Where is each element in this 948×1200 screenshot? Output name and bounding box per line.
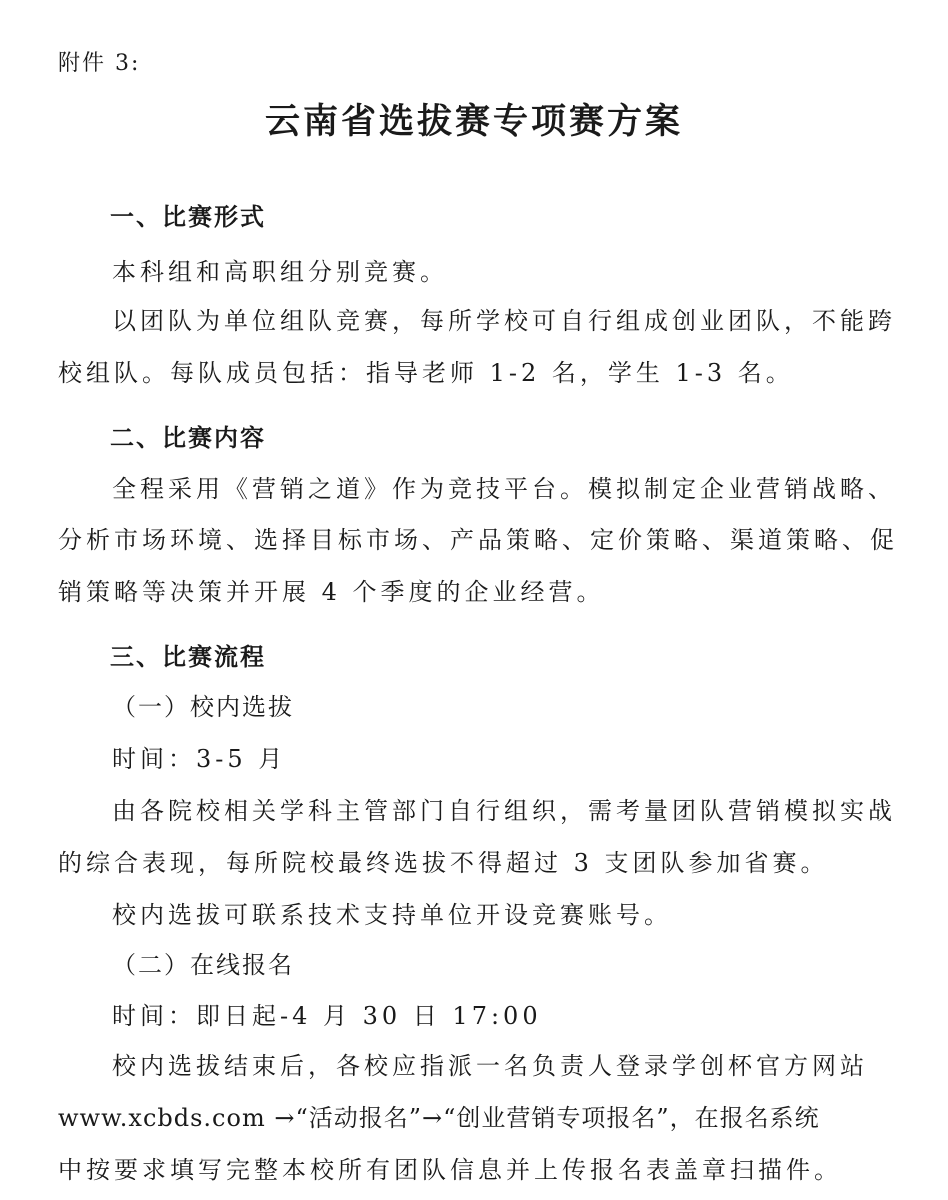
section-1-paragraph-1: 本科组和高职组分别竞赛。 [112, 258, 448, 286]
section-1-paragraph-2-line-1: 以团队为单位组队竞赛，每所学校可自行组成创业团队，不能跨 [112, 307, 896, 335]
section-1-heading: 一、比赛形式 [110, 202, 266, 231]
section-2-paragraph-line-2: 分析市场环境、选择目标市场、产品策略、定价策略、渠道策略、促 [58, 526, 898, 554]
subsection-2-heading: （二）在线报名 [112, 951, 294, 979]
document-title: 云南省选拔赛专项赛方案 [264, 101, 683, 142]
attachment-label: 附件 3: [58, 51, 141, 76]
section-2-heading: 二、比赛内容 [110, 423, 266, 452]
subsection-1-heading: （一）校内选拔 [112, 693, 294, 721]
subsection-2-paragraph-line-1: 校内选拔结束后，各校应指派一名负责人登录学创杯官方网站 [112, 1052, 868, 1080]
subsection-1-paragraph-line-1: 由各院校相关学科主管部门自行组织，需考量团队营销模拟实战 [112, 797, 896, 825]
subsection-1-paragraph-line-2: 的综合表现，每所院校最终选拔不得超过 3 支团队参加省赛。 [58, 849, 829, 877]
section-1-paragraph-2-line-2: 校组队。每队成员包括：指导老师 1-2 名，学生 1-3 名。 [58, 359, 794, 387]
subsection-2-paragraph-line-2: www.xcbds.com →“活动报名”→“创业营销专项报名”，在报名系统 [58, 1104, 820, 1132]
subsection-1-paragraph-2: 校内选拔可联系技术支持单位开设竞赛账号。 [112, 901, 672, 929]
subsection-2-time: 时间：即日起-4 月 30 日 17:00 [112, 1002, 542, 1030]
subsection-2-paragraph-line-3: 中按要求填写完整本校所有团队信息并上传报名表盖章扫描件。 [58, 1156, 842, 1184]
section-3-heading: 三、比赛流程 [110, 642, 266, 671]
section-2-paragraph-line-1: 全程采用《营销之道》作为竞技平台。模拟制定企业营销战略、 [112, 475, 896, 503]
section-2-paragraph-line-3: 销策略等决策并开展 4 个季度的企业经营。 [58, 578, 605, 606]
subsection-1-time: 时间：3-5 月 [112, 745, 287, 773]
